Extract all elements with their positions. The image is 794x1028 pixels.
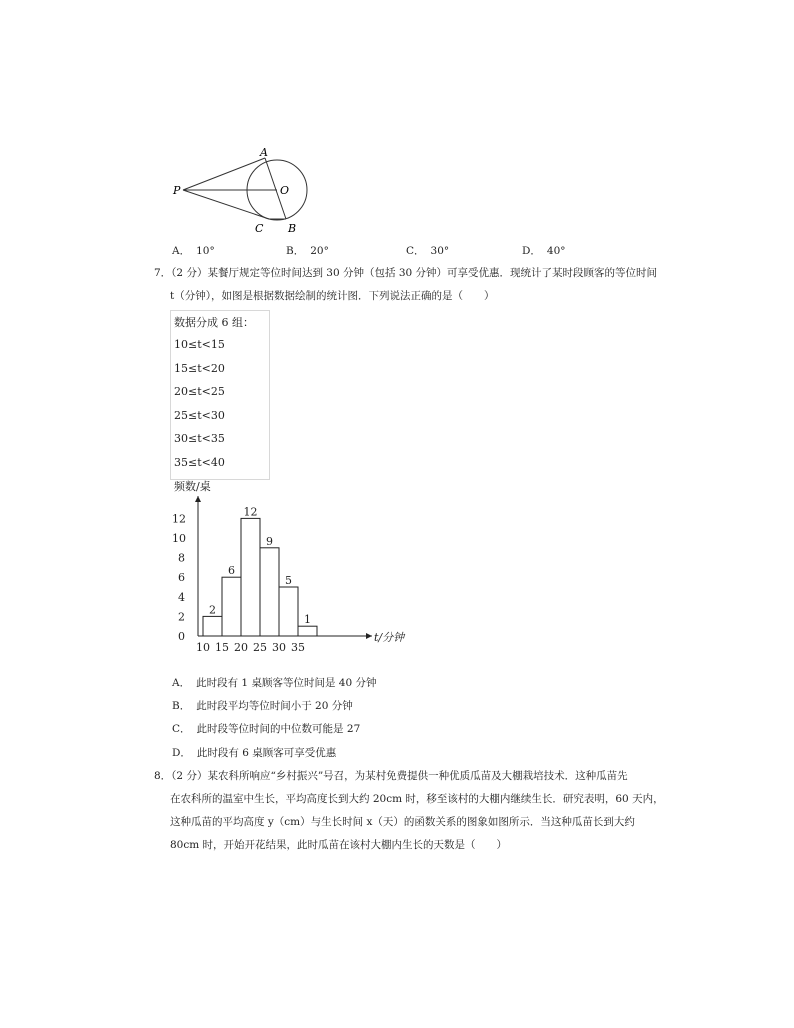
q7-option-b-text: 此时段平均等位时间小于 20 分钟 [196, 700, 353, 712]
data-groups-box [170, 310, 270, 480]
q7-option-d-text: 此时段有 6 桌顾客可享受优惠 [196, 747, 337, 759]
bar-value-label: 6 [228, 564, 235, 578]
q7-option-a-text: 此时段有 1 桌顾客等位时间是 40 分钟 [196, 677, 377, 689]
label-a: A [260, 146, 268, 159]
q6-option-d-text: 40° [546, 245, 566, 257]
q7-stem-line2: t（分钟），如图是根据数据绘制的统计图．下列说法正确的是（ ） [170, 290, 495, 302]
group-item: 35≤t<40 [174, 456, 225, 469]
y-tick-label: 8 [178, 551, 185, 565]
x-tick-label: 15 [215, 641, 229, 654]
x-axis-arrow [366, 633, 372, 639]
group-item: 30≤t<35 [174, 432, 225, 445]
frequency-histogram [160, 478, 405, 673]
bar-value-label: 12 [243, 505, 258, 519]
q7-option-d [172, 745, 336, 760]
q6-option-a-text: 10° [196, 245, 215, 257]
q7-option-d-key: D． [172, 747, 191, 759]
label-o: O [280, 184, 290, 197]
tangent-pc [183, 190, 269, 219]
x-tick-label: 35 [291, 641, 305, 654]
q7-option-c-key: C． [172, 723, 191, 735]
y-tick-label: 10 [172, 532, 186, 545]
groups-title: 数据分成 6 组： [174, 316, 254, 329]
histogram-bar [241, 518, 260, 636]
q6-option-c-key: C． [406, 245, 425, 257]
x-axis-label: t/分钟 [374, 631, 405, 644]
x-tick-label: 25 [253, 641, 267, 654]
y-axis-arrow [195, 496, 201, 502]
q8-stem-line2: 在农科所的温室中生长，平均高度长到大约 20cm 时，移至该村的大棚内继续生长．研究表明，60 天内， [170, 793, 664, 805]
q7-option-c-text: 此时段等位时间的中位数可能是 27 [196, 723, 361, 735]
label-p: P [173, 184, 181, 197]
q7-option-a [172, 675, 377, 690]
y-tick-label: 0 [178, 630, 185, 643]
histogram-bar [260, 548, 279, 636]
label-b: B [288, 222, 297, 235]
histogram-bar [203, 616, 222, 636]
bar-value-label: 9 [266, 534, 273, 548]
q7-option-b-key: B． [172, 700, 191, 712]
histogram-bar [279, 587, 298, 636]
q7-option-b [172, 698, 353, 713]
q7-option-a-key: A． [172, 677, 191, 689]
group-item: 25≤t<30 [174, 409, 225, 422]
q6-option-b-text: 20° [310, 245, 329, 257]
q6-option-c [406, 243, 449, 258]
q6-option-a [172, 243, 215, 258]
bar-value-label: 2 [209, 603, 216, 617]
q8-stem-line1: 8．（2 分）某农科所响应“乡村振兴”号召，为某村免费提供一种优质瓜苗及大棚栽培技术．这种瓜苗先 [154, 770, 628, 782]
group-item: 15≤t<20 [174, 362, 225, 375]
q6-option-d-key: D． [522, 245, 541, 257]
x-tick-label: 20 [234, 641, 248, 654]
q8-stem-line4: 80cm 时，开始开花结果，此时瓜苗在该村大棚内生长的天数是（ ） [170, 839, 508, 851]
group-item: 10≤t<15 [174, 338, 225, 351]
tangent-pa [183, 158, 265, 190]
x-tick-label: 10 [196, 641, 210, 654]
histogram-bar [222, 577, 241, 636]
bar-value-label: 1 [304, 613, 311, 627]
q7-stem-line1: 7．（2 分）某餐厅规定等位时间达到 30 分钟（包括 30 分钟）可享受优惠．现统计了某时段顾客的等位时间 [154, 267, 658, 279]
q6-option-a-key: A． [172, 245, 191, 257]
q6-option-b-key: B． [286, 245, 305, 257]
x-tick-label: 30 [272, 641, 286, 654]
q6-option-d [522, 243, 566, 258]
label-c: C [255, 222, 264, 235]
y-tick-label: 6 [178, 571, 185, 585]
y-tick-label: 2 [178, 610, 185, 624]
group-item: 20≤t<25 [174, 385, 225, 398]
circle-tangent-figure [165, 140, 325, 240]
q6-option-c-text: 30° [430, 245, 450, 257]
histogram-bar [298, 626, 317, 636]
q7-option-c [172, 721, 360, 736]
y-tick-label: 4 [178, 590, 185, 604]
y-tick-label: 12 [172, 512, 186, 526]
y-axis-label: 频数/桌 [174, 480, 211, 493]
q6-option-b [286, 243, 329, 258]
bar-value-label: 5 [285, 574, 292, 587]
q8-stem-line3: 这种瓜苗的平均高度 y（cm）与生长时间 x（天）的函数关系的图象如图所示．当这种瓜苗长到大约 [170, 816, 635, 828]
